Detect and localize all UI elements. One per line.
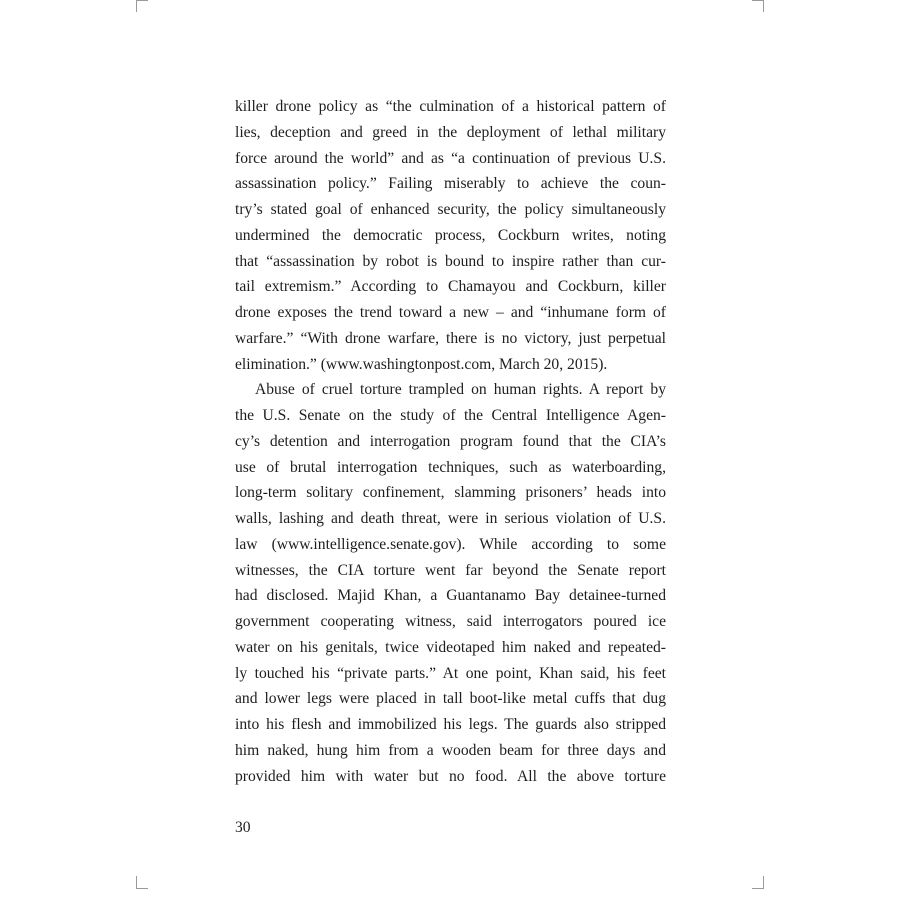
text-line: that “assassination by robot is bound to inspire rather than cur- xyxy=(235,252,666,270)
crop-mark-bottom-left-v xyxy=(136,876,137,888)
text-line: force around the world” and as “a continuation of previous U.S. xyxy=(235,149,666,167)
page-number: 30 xyxy=(235,819,251,836)
crop-mark-bottom-left-h xyxy=(136,888,148,889)
body-text xyxy=(235,94,666,789)
text-line: assassination policy.” Failing miserably to achieve the coun- xyxy=(235,175,666,193)
text-line: and lower legs were placed in tall boot-like metal cuffs that dug xyxy=(235,690,666,708)
paragraph-1 xyxy=(235,94,666,377)
text-line: water on his genitals, twice videotaped him naked and repeated- xyxy=(235,638,666,656)
text-line: tail extremism.” According to Chamayou and Cockburn, killer xyxy=(235,278,666,296)
text-line: use of brutal interrogation techniques, such as waterboarding, xyxy=(235,458,666,476)
crop-mark-bottom-right-h xyxy=(752,888,764,889)
crop-mark-bottom-right-v xyxy=(763,876,764,888)
crop-mark-top-left-h xyxy=(136,0,148,1)
text-line: try’s stated goal of enhanced security, the policy simultaneously xyxy=(235,201,666,218)
text-line: walls, lashing and death threat, were in serious violation of U.S. xyxy=(235,510,666,527)
text-line: witnesses, the CIA torture went far beyond the Senate report xyxy=(235,561,666,579)
text-line: cy’s detention and interrogation program found that the CIA’s xyxy=(235,432,666,450)
text-line: had disclosed. Majid Khan, a Guantanamo Bay detainee-turned xyxy=(235,587,666,605)
text-line: drone exposes the trend toward a new – and “inhumane form of xyxy=(235,304,666,321)
text-line: killer drone policy as “the culmination of a historical pattern of xyxy=(235,98,666,115)
text-line: lies, deception and greed in the deployment of lethal military xyxy=(235,123,666,141)
crop-mark-top-left-v xyxy=(136,0,137,12)
text-line: long-term solitary confinement, slamming prisoners’ heads into xyxy=(235,484,666,502)
text-line: Abuse of cruel torture trampled on human rights. A report by xyxy=(255,381,666,399)
text-line: government cooperating witness, said interrogators poured ice xyxy=(235,613,666,630)
text-line: provided him with water but no food. All the above torture xyxy=(235,767,666,785)
text-line: undermined the democratic process, Cockburn writes, noting xyxy=(235,226,666,244)
text-line: elimination.” (www.washingtonpost.com, March 20, 2015). xyxy=(235,355,608,373)
text-line: into his flesh and immobilized his legs. The guards also stripped xyxy=(235,716,666,733)
text-line: the U.S. Senate on the study of the Central Intelligence Agen- xyxy=(235,407,666,424)
text-line: law (www.intelligence.senate.gov). While according to some xyxy=(235,535,666,553)
text-line: him naked, hung him from a wooden beam for three days and xyxy=(235,741,666,759)
text-line: ly touched his “private parts.” At one point, Khan said, his feet xyxy=(235,664,666,682)
text-line: warfare.” “With drone warfare, there is no victory, just perpetual xyxy=(235,329,666,347)
paragraph-2 xyxy=(235,377,666,789)
crop-mark-top-right-v xyxy=(763,0,764,12)
